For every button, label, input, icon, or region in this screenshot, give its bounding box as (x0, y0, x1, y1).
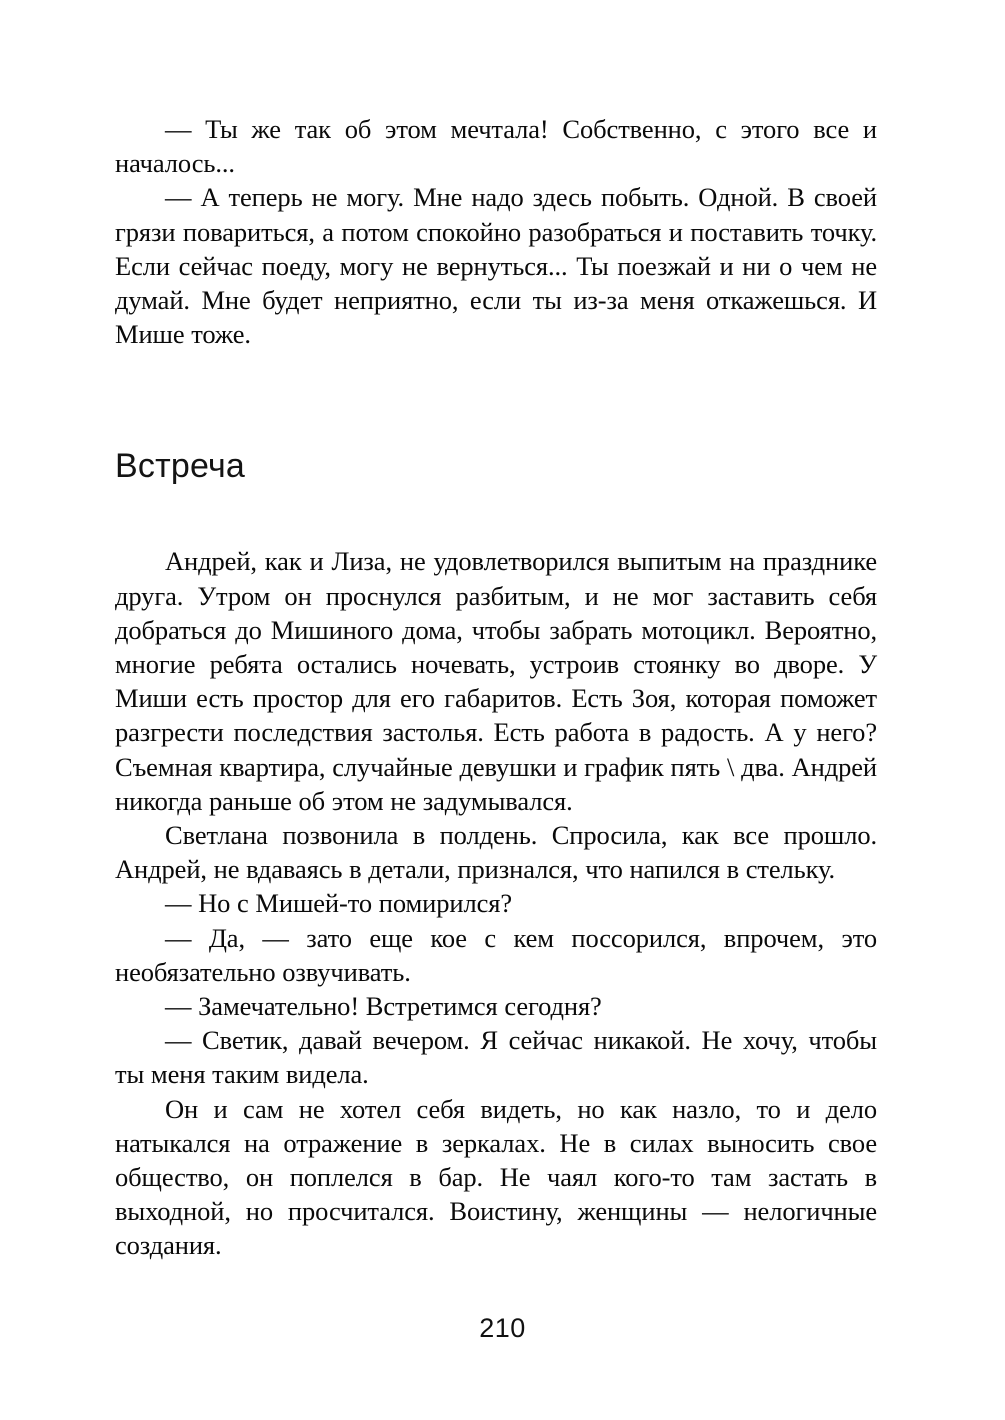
paragraph: — Но с Мишей-то помирился? (165, 888, 512, 919)
paragraph: — Ты же так об этом мечтала! Собственно, с этого все и началось... (115, 114, 877, 179)
paragraph: — Да, — зато еще кое с кем поссорился, впрочем, это необязательно озвучивать. (115, 922, 877, 987)
top-dialogue-block (115, 112, 877, 351)
paragraph: Светлана позвонила в полдень. Спросила, как все прошло. Андрей, не вдаваясь в детали, признался, что напился в стельку. (115, 820, 877, 885)
section-heading: Встреча (115, 447, 245, 486)
section-body (115, 544, 877, 1262)
spacer (115, 486, 877, 544)
paragraph: — Светик, давай вечером. Я сейчас никакой. Не хочу, чтобы ты меня таким видела. (115, 1025, 877, 1090)
text-column (115, 112, 877, 1263)
paragraph: — А теперь не могу. Мне надо здесь побыть. Одной. В своей грязи повариться, а потом спокойно разобраться и поставить точку. Если сейчас поеду, могу не вернуться... Ты поезжай и ни о чем не думай. Мне будет неприятно, если ты из-за меня откажешься. И Мише тоже. (115, 182, 877, 350)
page-number: 210 (479, 1313, 526, 1343)
paragraph: Он и сам не хотел себя видеть, но как назло, то и дело натыкался на отражение в зеркалах. Не в силах выносить свое общество, он поплелся в бар. Не чаял кого-то там застать в выходной, но просчитался. Воистину, женщины — нелогичные создания. (115, 1093, 877, 1261)
paragraph: — Замечательно! Встретимся сегодня? (165, 991, 602, 1022)
paragraph: Андрей, как и Лиза, не удовлетворился выпитым на празднике друга. Утром он проснулся разбитым, и не мог заставить себя добраться до Мишиного дома, чтобы забрать мотоцикл. Вероятно, многие ребята остались ночевать, устроив стоянку во дворе. У Миши есть простор для его габаритов. Есть Зоя, которая поможет разгрести последствия застолья. Есть работа в радость. А у него? Съемная квартира, случайные девушки и график пять \ два. Андрей никогда раньше об этом не задумывался. (115, 546, 877, 816)
spacer (115, 351, 877, 446)
